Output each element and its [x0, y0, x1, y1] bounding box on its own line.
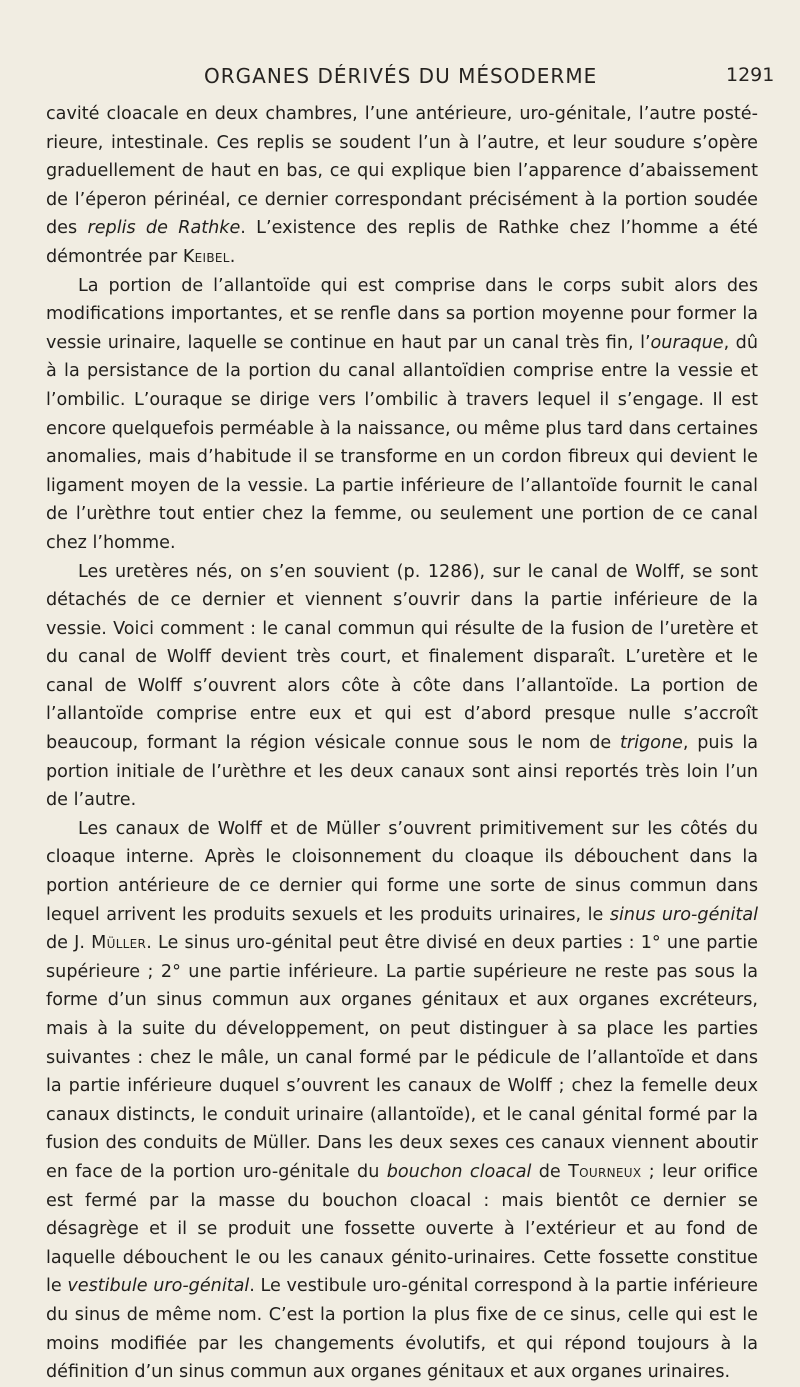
italic-term: sinus uro-génital: [609, 904, 759, 925]
text-run: . L’existence des replis de Rathke chez l’homme a été démontrée par: [46, 218, 758, 267]
italic-term: replis de Rathke: [87, 218, 241, 239]
text-run: , puis la portion initiale de l’urèthre et les deux canaux sont ainsi reportés très loin l’un de l’autre.: [46, 733, 758, 811]
text-run: de: [531, 1161, 569, 1182]
italic-term: ouraque: [650, 332, 724, 353]
author-name: Müller: [91, 933, 147, 954]
text-run: cavité cloacale en deux chambres, l’une antérieure, uro-génitale, l’autre postérieure, intestinale. Ces replis se soudent l’un à l’autre, et leur soudure s’opère graduellement de haut en bas, ce qui explique bien l’apparence d’abaissement de l’éperon périnéal, ce dernier correspondant précisément à la portion soudée des: [46, 104, 758, 239]
text-run: Les uretères nés, on s’en souvient (p. 1286), sur le canal de Wolff, se sont détachés de ce dernier et viennent s’ouvrir dans la partie inférieure de la vessie. Voici comment : le canal commun qui résulte de la fusion de l’uretère et du canal de Wolff devient très court, et finalement disparaît. L’uretère et le canal de Wolff s’ouvrent alors côte à côte dans l’allantoïde. La portion de l’allantoïde comprise entre eux et qui est d’abord presque nulle s’accroît beaucoup, formant la région vésicale connue sous le nom de: [46, 561, 758, 754]
text-run: ; leur orifice est fermé par la masse du bouchon cloacal : mais bientôt ce dernier se désagrège et il se produit une fossette ouverte à l’extérieur et au fond de laquelle débouchent le ou les canaux génito-urinaires. Cette fossette constitue le: [46, 1161, 758, 1297]
text-run: . Le vestibule uro-génital correspond à la partie inférieure du sinus de même nom. C’est la portion la plus fixe de ce sinus, celle qui est le moins modifiée par les changements évolutifs, et qui répond toujours à la définition d’un sinus commun aux organes génitaux et aux organes urinaires.: [46, 1276, 758, 1383]
text-run: . Le sinus uro-génital peut être divisé en deux parties : 1° une partie supérieure ; 2° une partie inférieure. La partie supérieure ne reste pas sous la forme d’un sinus commun aux organes génitaux et aux organes excréteurs, mais à la suite du développement, on peut distinguer à sa place les parties suivantes : chez le mâle, un canal formé par le pédicule de l’allantoïde et dans la partie inférieure duquel s’ouvrent les canaux de Wolff ; chez la femelle deux canaux distincts, le conduit urinaire (allantoïde), et le canal génital formé par la fusion des conduits de Müller. Dans les deux sexes ces canaux viennent aboutir en face de la portion uro-génitale du: [46, 933, 758, 1182]
italic-term: trigone: [619, 733, 683, 754]
author-name: Keibel: [182, 246, 230, 267]
italic-term: vestibule uro-génital: [67, 1276, 250, 1297]
paragraph: [46, 815, 758, 1387]
text-run: La portion de l’allantoïde qui est comprise dans le corps subit alors des modifications importantes, et se renfle dans sa portion moyenne pour former la vessie urinaire, laquelle se continue en haut par un canal très fin, l’: [46, 275, 758, 353]
paragraph: [46, 558, 758, 815]
text-run: .: [229, 246, 236, 267]
running-title: ORGANES DÉRIVÉS DU MÉSODERME: [204, 64, 598, 88]
author-name: Tourneux: [568, 1161, 642, 1182]
text-run: Les canaux de Wolff et de Müller s’ouvrent primitivement sur les côtés du cloaque interne. Après le cloisonnement du cloaque ils débouchent dans la portion antérieure de ce dernier qui forme une sorte de sinus commun dans lequel arrivent les produits sexuels et les produits urinaires, le: [46, 818, 758, 925]
paragraph: [46, 100, 758, 272]
body-text: [46, 100, 758, 1387]
italic-term: bouchon cloacal: [386, 1161, 532, 1182]
running-head: [0, 58, 800, 88]
page-number: 1291: [726, 64, 775, 86]
paragraph: [46, 272, 758, 558]
text-run: de J.: [46, 933, 92, 954]
text-run: , dû à la persistance de la portion du canal allantoïdien comprise entre la vessie et l’ombilic. L’ouraque se dirige vers l’ombilic à travers lequel il s’engage. Il est encore quelquefois perméable à la naissance, ou même plus tard dans certaines anomalies, mais d’habitude il se transforme en un cordon fibreux qui devient le ligament moyen de la vessie. La partie inférieure de l’allantoïde fournit le canal de l’urèthre tout entier chez la femme, ou seulement une portion de ce canal chez l’homme.: [46, 332, 758, 553]
